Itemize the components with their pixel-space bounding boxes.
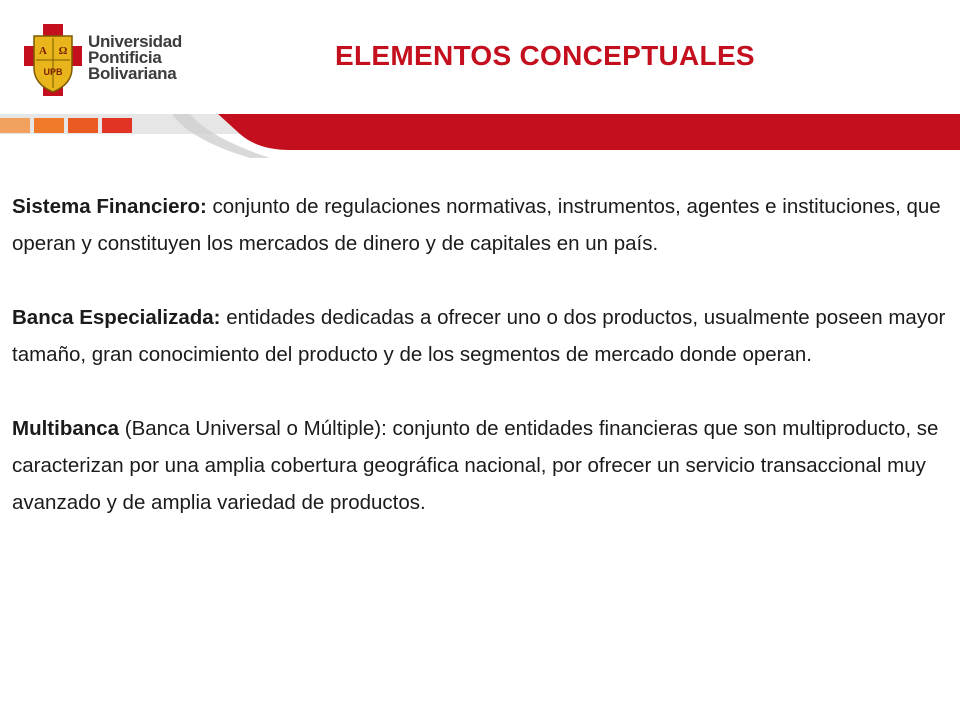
- logo-line-2: Pontificia: [88, 48, 162, 67]
- crest-letter-omega: Ω: [58, 45, 68, 57]
- slide-header: [0, 0, 960, 165]
- crest-icon: [22, 22, 84, 98]
- definition-text: (Banca Universal o Múltiple): conjunto de entidades financieras que son multiproducto, se caracterizan por una amplia cobertura geográfica nacional, por ofrecer un servicio transaccional muy avanzado y de amplia variedad de productos.: [12, 417, 939, 514]
- logo-line-3: Bolivariana: [88, 64, 177, 83]
- university-logo: [22, 22, 202, 98]
- logo-wordmark: [88, 34, 182, 82]
- definition-text: conjunto de regulaciones normativas, instrumentos, agentes e instituciones, que operan y constituyen los mercados de dinero y de capitales en un país.: [12, 195, 941, 255]
- crest-letter-alpha: A: [39, 45, 47, 57]
- definition-multibanca: [12, 410, 947, 521]
- term-label: Banca Especializada:: [12, 306, 221, 329]
- definition-sistema-financiero: [12, 188, 947, 262]
- definitions-content: [12, 188, 947, 558]
- term-label: Multibanca: [12, 417, 120, 440]
- decorative-header-band: [0, 114, 960, 164]
- logo-line-1: Universidad: [88, 32, 183, 51]
- term-label: Sistema Financiero:: [12, 195, 207, 218]
- page-title: ELEMENTOS CONCEPTUALES: [335, 40, 755, 71]
- definition-text: entidades dedicadas a ofrecer uno o dos productos, usualmente poseen mayor tamaño, gran conocimiento del producto y de los segmentos de mercado donde operan.: [12, 306, 946, 366]
- crest-letters-upb: UPB: [43, 67, 63, 77]
- definition-banca-especializada: [12, 299, 947, 373]
